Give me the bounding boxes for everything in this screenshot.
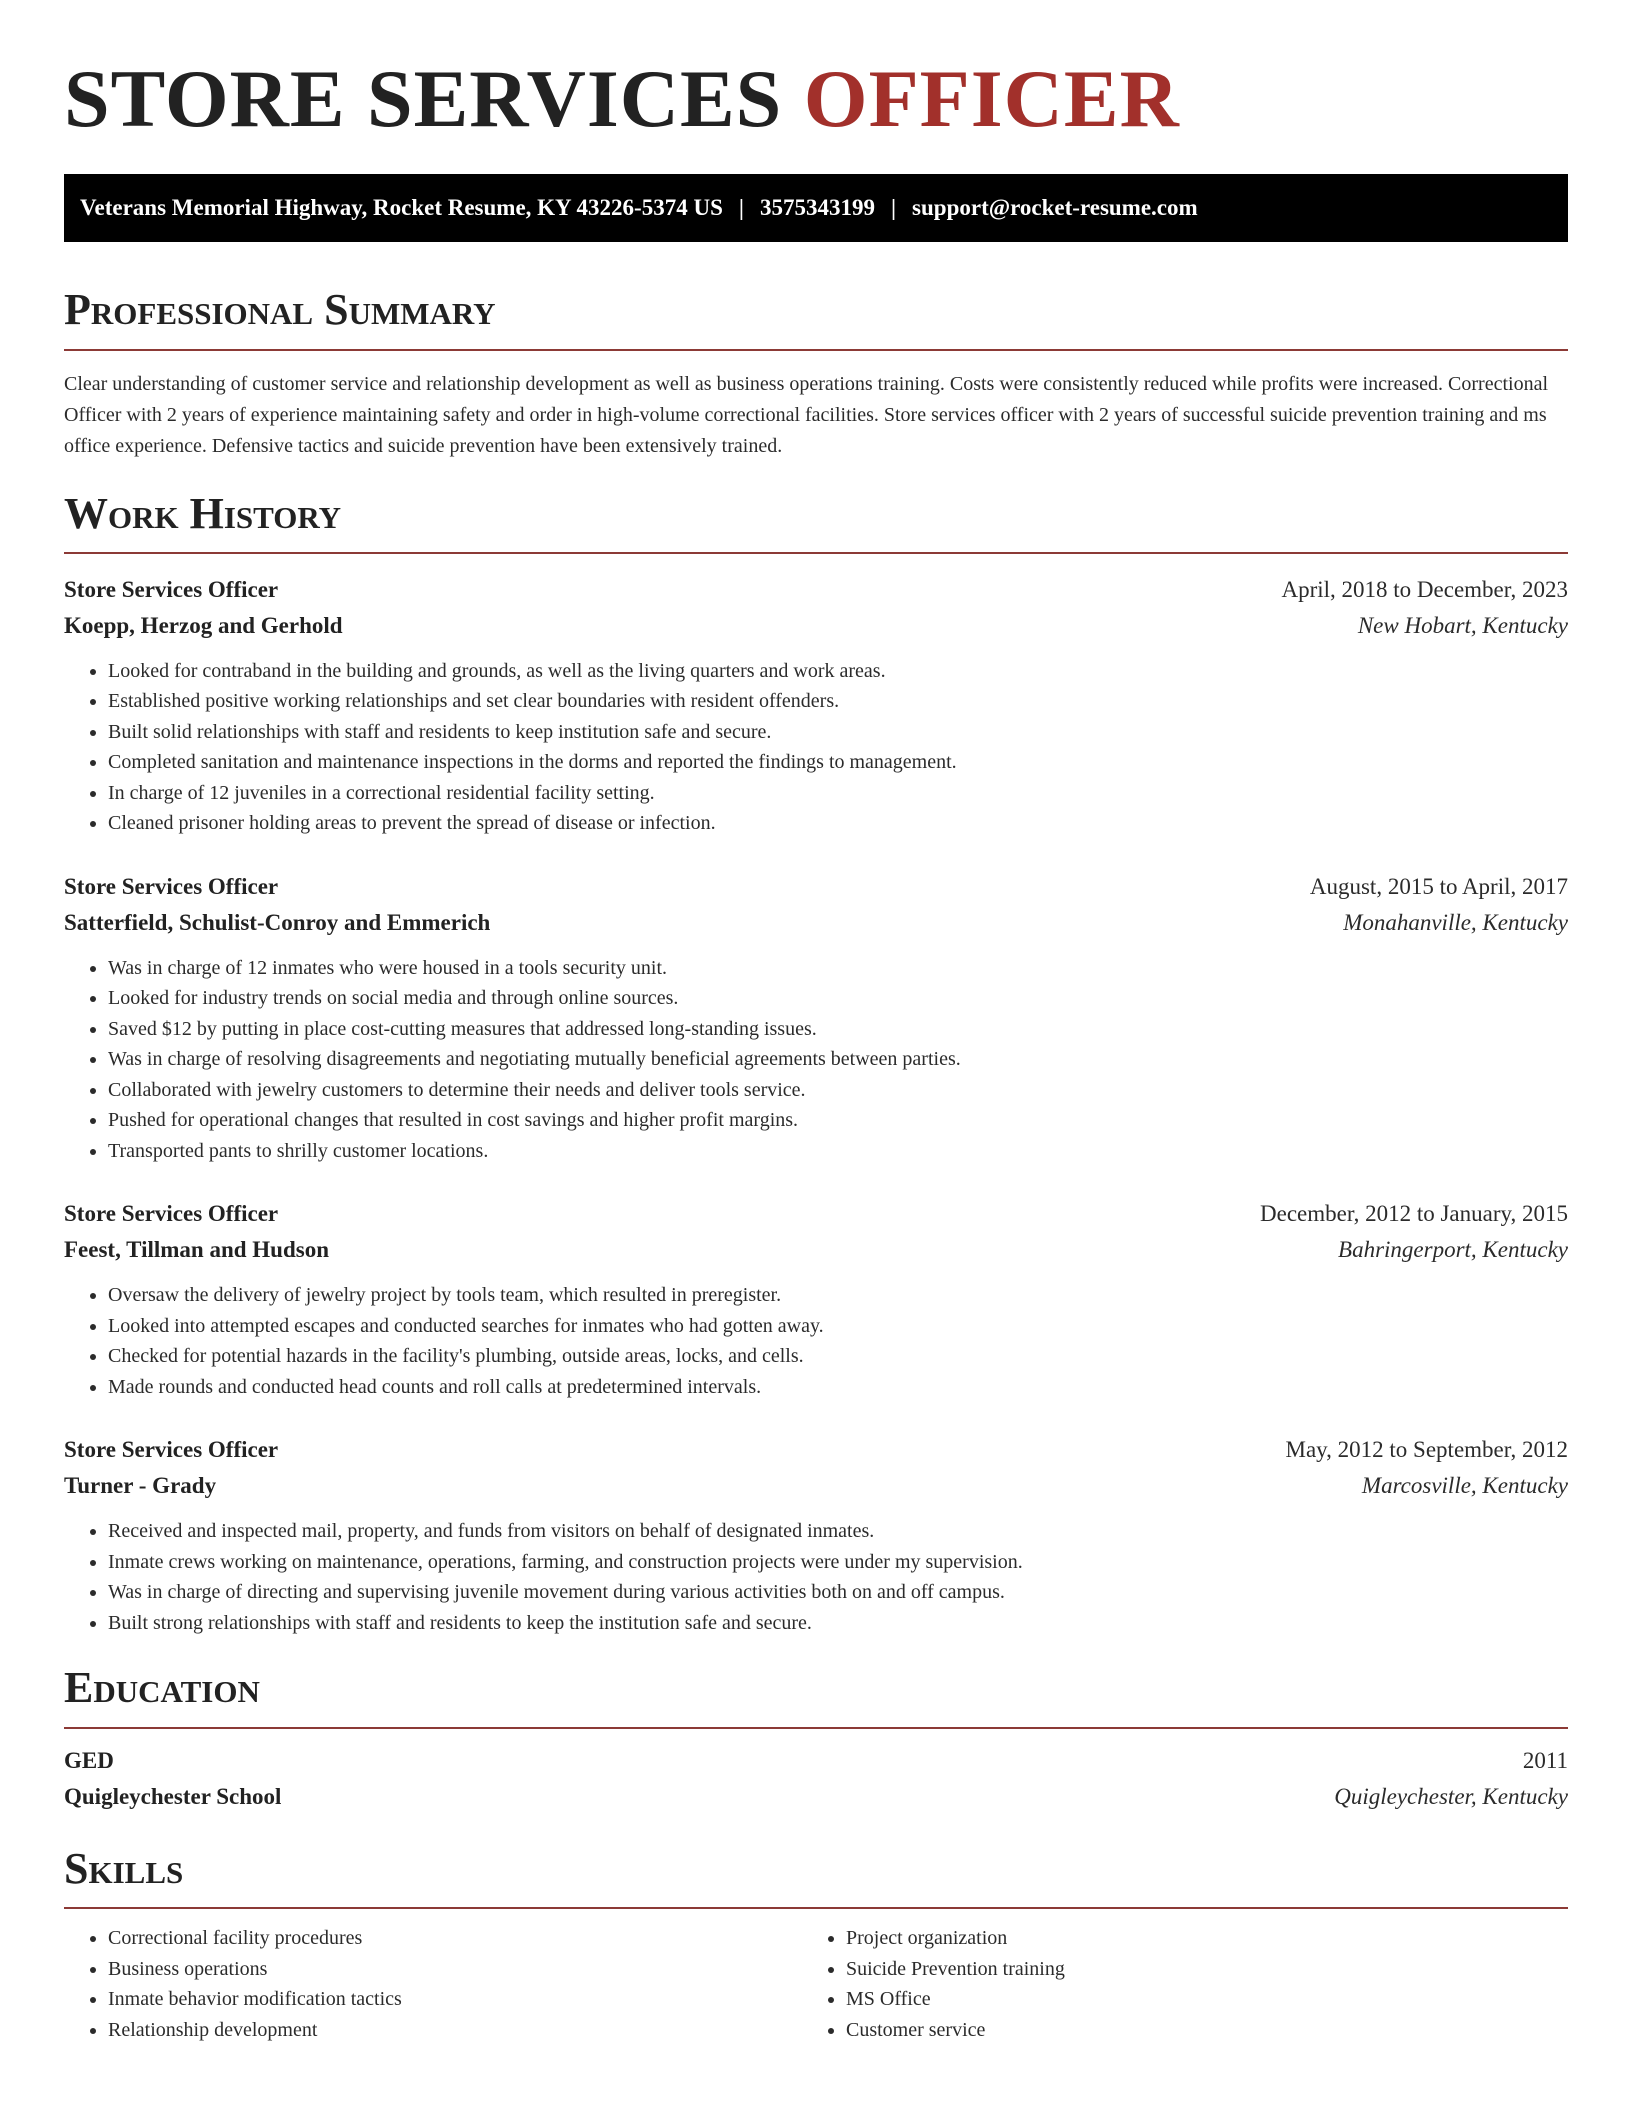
- skills-list-left: [64, 1923, 802, 2045]
- job-company: Feest, Tillman and Hudson: [64, 1237, 330, 1263]
- job-location: Marcosville, Kentucky: [1361, 1473, 1568, 1499]
- section-divider: [64, 1727, 1568, 1729]
- education-section: [64, 1664, 1568, 1814]
- skill-item: • MS Office: [846, 1984, 1540, 2015]
- job-bullets: [64, 1280, 1568, 1402]
- education-location: Quigleychester, Kentucky: [1334, 1783, 1568, 1809]
- contact-separator: |: [890, 195, 897, 221]
- job-entry: [64, 572, 1568, 839]
- skill-item: • Inmate behavior modification tactics: [108, 1984, 802, 2015]
- education-entry: [64, 1743, 1568, 1815]
- skill-item: • Customer service: [846, 2015, 1540, 2046]
- job-company-row: [64, 1468, 1568, 1504]
- section-divider: [64, 1907, 1568, 1909]
- skill-item: • Project organization: [846, 1923, 1540, 1954]
- job-entry: [64, 869, 1568, 1167]
- job-bullet: • Completed sanitation and maintenance inspections in the dorms and reported the findings to management.: [108, 747, 1568, 778]
- work-history-section: [64, 490, 1568, 1639]
- job-dates: August, 2015 to April, 2017: [1309, 873, 1568, 899]
- job-location: Bahringerport, Kentucky: [1338, 1237, 1568, 1263]
- section-divider: [64, 552, 1568, 554]
- job-company-row: [64, 608, 1568, 644]
- job-bullet: • Inmate crews working on maintenance, operations, farming, and construction projects were under my supervision.: [108, 1547, 1568, 1578]
- job-bullet: • Built solid relationships with staff and residents to keep institution safe and secure.: [108, 717, 1568, 748]
- job-bullet: • Built strong relationships with staff and residents to keep the institution safe and secure.: [108, 1608, 1568, 1639]
- skill-item: • Correctional facility procedures: [108, 1923, 802, 1954]
- job-location: New Hobart, Kentucky: [1357, 612, 1568, 638]
- job-bullets: [64, 656, 1568, 839]
- job-dates: April, 2018 to December, 2023: [1281, 576, 1568, 602]
- job-entry: [64, 1432, 1568, 1638]
- skills-list-right: [802, 1923, 1540, 2045]
- job-title: Store Services Officer: [64, 1437, 279, 1463]
- job-bullet: • In charge of 12 juveniles in a correctional residential facility setting.: [108, 778, 1568, 809]
- job-bullet: • Was in charge of directing and supervising juvenile movement during various activities both on and off campus.: [108, 1577, 1568, 1608]
- skill-item: • Business operations: [108, 1954, 802, 1985]
- job-header-row: [64, 869, 1568, 905]
- job-bullet: • Established positive working relationships and set clear boundaries with resident offenders.: [108, 686, 1568, 717]
- contact-email: support@rocket-resume.com: [912, 195, 1198, 221]
- job-entry: [64, 1196, 1568, 1402]
- section-heading-summary: Professional Summary: [64, 285, 496, 335]
- skill-item: • Suicide Prevention training: [846, 1954, 1540, 1985]
- job-title: Store Services Officer: [64, 576, 279, 602]
- job-company: Koepp, Herzog and Gerhold: [64, 612, 343, 638]
- job-bullet: • Cleaned prisoner holding areas to prevent the spread of disease or infection.: [108, 808, 1568, 839]
- resume-title: [64, 54, 1568, 144]
- contact-phone: 3575343199: [759, 195, 875, 221]
- education-header-row: [64, 1743, 1568, 1779]
- job-title: Store Services Officer: [64, 873, 279, 899]
- job-bullet: • Looked for industry trends on social media and through online sources.: [108, 983, 1568, 1014]
- contact-address: Veterans Memorial Highway, Rocket Resume, KY 43226-5374 US: [80, 195, 723, 221]
- job-company-row: [64, 905, 1568, 941]
- section-divider: [64, 349, 1568, 351]
- job-header-row: [64, 572, 1568, 608]
- contact-separator: |: [738, 195, 744, 221]
- job-dates: December, 2012 to January, 2015: [1260, 1201, 1568, 1227]
- education-degree: GED: [64, 1747, 114, 1773]
- job-bullet: • Was in charge of 12 inmates who were housed in a tools security unit.: [108, 953, 1568, 984]
- title-main: STORE SERVICES: [64, 53, 783, 144]
- education-school: Quigleychester School: [64, 1783, 282, 1809]
- job-bullet: • Collaborated with jewelry customers to determine their needs and deliver tools service.: [108, 1075, 1568, 1106]
- job-bullet: • Checked for potential hazards in the facility's plumbing, outside areas, locks, and cells.: [108, 1341, 1568, 1372]
- job-header-row: [64, 1196, 1568, 1232]
- job-bullet: • Transported pants to shrilly customer locations.: [108, 1136, 1568, 1167]
- section-heading-work: Work History: [64, 488, 342, 538]
- section-heading-skills: Skills: [64, 1843, 184, 1893]
- education-school-row: [64, 1779, 1568, 1815]
- skills-section: [64, 1845, 1568, 2045]
- job-bullet: • Looked into attempted escapes and conducted searches for inmates who had gotten away.: [108, 1311, 1568, 1342]
- job-company: Turner - Grady: [64, 1473, 217, 1499]
- job-company-row: [64, 1232, 1568, 1268]
- job-bullet: • Made rounds and conducted head counts and roll calls at predetermined intervals.: [108, 1372, 1568, 1403]
- summary-text: Clear understanding of customer service and relationship development as well as business operations training. Costs were consistently reduced while profits were increased. Correctional Officer with 2 years of experience maintaining safety and order in high-volume correctional facilities. Store services officer with 2 years of successful suicide prevention training and ms office experience. Defensive tactics and suicide prevention have been extensively trained.: [64, 372, 1549, 457]
- job-header-row: [64, 1432, 1568, 1468]
- education-year: 2011: [1522, 1747, 1568, 1773]
- job-bullet: • Oversaw the delivery of jewelry project by tools team, which resulted in preregister.: [108, 1280, 1568, 1311]
- job-bullet: • Pushed for operational changes that resulted in cost savings and higher profit margins.: [108, 1105, 1568, 1136]
- job-bullet: • Looked for contraband in the building and grounds, as well as the living quarters and work areas.: [108, 656, 1568, 687]
- title-accent: OFFICER: [803, 53, 1180, 144]
- job-dates: May, 2012 to September, 2012: [1285, 1437, 1568, 1463]
- job-company: Satterfield, Schulist-Conroy and Emmerich: [64, 909, 491, 935]
- job-bullets: [64, 953, 1568, 1167]
- job-bullet: • Received and inspected mail, property, and funds from visitors on behalf of designated inmates.: [108, 1516, 1568, 1547]
- section-heading-education: Education: [64, 1663, 260, 1713]
- job-location: Monahanville, Kentucky: [1343, 909, 1568, 935]
- job-title: Store Services Officer: [64, 1201, 279, 1227]
- skill-item: • Relationship development: [108, 2015, 802, 2046]
- job-bullet: • Saved $12 by putting in place cost-cutting measures that addressed long-standing issues.: [108, 1014, 1568, 1045]
- job-bullet: • Was in charge of resolving disagreements and negotiating mutually beneficial agreements between parties.: [108, 1044, 1568, 1075]
- job-bullets: [64, 1516, 1568, 1638]
- summary-section: [64, 286, 1568, 461]
- skills-columns: [64, 1923, 1568, 2045]
- contact-bar: [64, 174, 1568, 242]
